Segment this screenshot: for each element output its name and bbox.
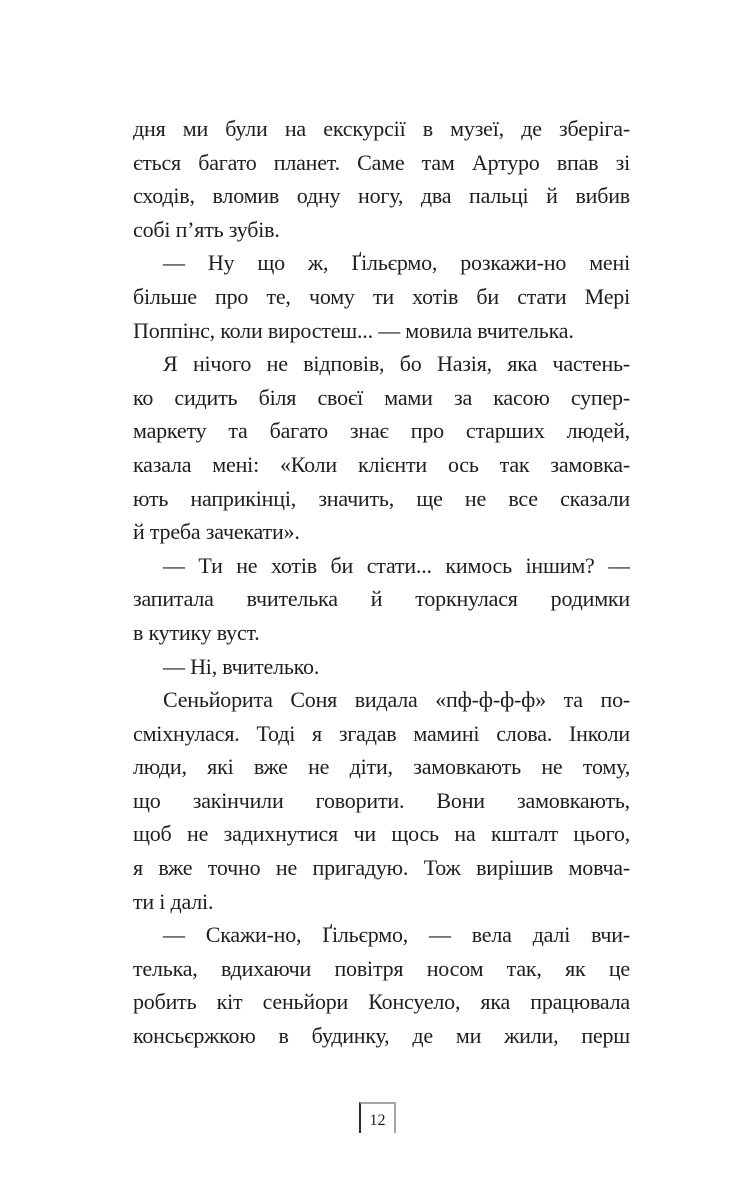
text-line: й треба зачекати». xyxy=(133,519,300,545)
text-line: я вже точно не пригадую. Тож вирішив мовча- xyxy=(133,855,630,881)
text-line: ти і далі. xyxy=(133,888,214,914)
text-line: — Ну що ж, Ґільєрмо, розкажи-но мені xyxy=(163,250,630,276)
text-line: Я нічого не відповів, бо Назія, яка частень- xyxy=(163,351,630,377)
text-line: запитала вчителька й торкнулася родимки xyxy=(133,586,630,612)
text-line: люди, які вже не діти, замовкають не тому, xyxy=(133,754,630,780)
text-line: Сеньйорита Соня видала «пф-ф-ф-ф» та по- xyxy=(163,687,630,713)
text-line: — Ти не хотів би стати... кимось іншим? — xyxy=(163,552,630,578)
text-line: сміхнулася. Тоді я згадав мамині слова. Інколи xyxy=(133,720,630,746)
text-line: собі п’ять зубів. xyxy=(133,216,280,242)
page-number: 12 xyxy=(369,1111,386,1129)
text-line: сходів, вломив одну ногу, два пальці й вибив xyxy=(133,183,630,209)
text-line: ко сидить біля своєї мами за касою супер- xyxy=(133,384,630,410)
text-line: телька, вдихаючи повітря носом так, як це xyxy=(133,955,630,981)
text-block xyxy=(133,112,630,1053)
text-line: що закінчили говорити. Вони замовкають, xyxy=(133,787,630,813)
text-line: більше про те, чому ти хотів би стати Мері xyxy=(133,283,630,309)
page-number-box xyxy=(359,1102,396,1133)
text-line: в кутику вуст. xyxy=(133,619,260,645)
text-line: ється багато планет. Саме там Артуро впав зі xyxy=(133,149,630,175)
text-line: — Скажи-но, Ґільєрмо, — вела далі вчи- xyxy=(163,922,630,948)
text-line: робить кіт сеньйори Консуело, яка працювала xyxy=(133,989,630,1015)
text-line: — Ні, вчителько. xyxy=(163,653,320,679)
text-line: маркету та багато знає про старших людей, xyxy=(133,418,630,444)
text-line: ють наприкінці, значить, ще не все сказали xyxy=(133,485,630,511)
text-line: Поппінс, коли виростеш... — мовила вчителька. xyxy=(133,317,574,343)
text-line: дня ми були на екскурсії в музеї, де зберіга- xyxy=(133,116,630,141)
text-line: щоб не задихнутися чи щось на кшталт цього, xyxy=(133,821,630,847)
text-line: казала мені: «Коли клієнти ось так замовка- xyxy=(133,451,630,477)
text-line: консьєржкою в будинку, де ми жили, перш xyxy=(133,1023,630,1049)
